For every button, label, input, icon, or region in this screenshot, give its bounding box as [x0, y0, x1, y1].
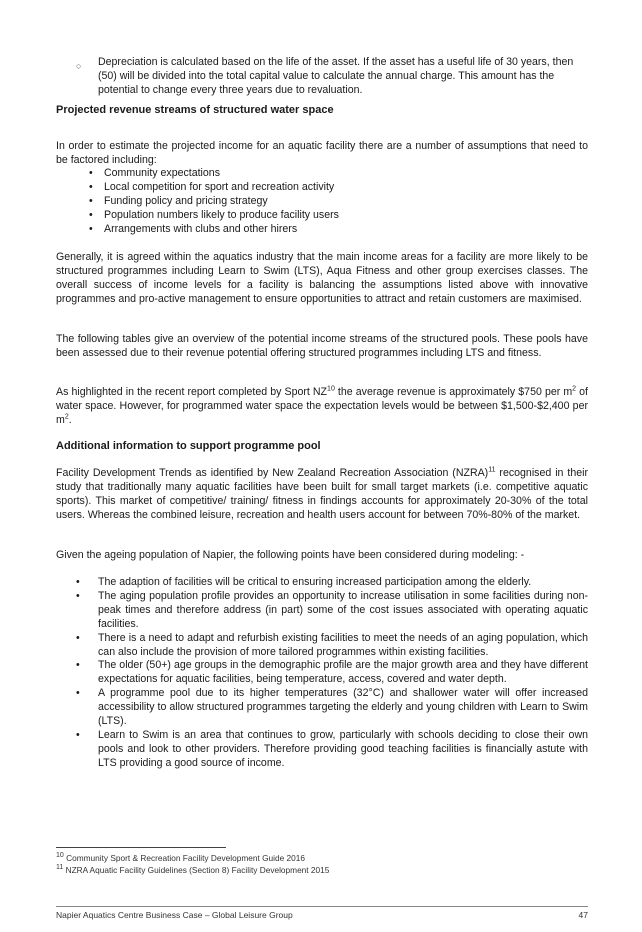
list-item: • Learn to Swim is an area that continues to grow, particularly with schools deciding to close their own pools and look to other providers. Therefore providing good teaching facilities is financially astute with LTS providing a good source of income. — [56, 729, 588, 771]
section-heading-programme-pool: Additional information to support programme pool — [56, 440, 321, 452]
considerations-list — [56, 576, 588, 771]
list-item: • Community expectations — [56, 167, 588, 181]
footer-title: Napier Aquatics Centre Business Case – Global Leisure Group — [56, 910, 293, 920]
paragraph: Given the ageing population of Napier, the following points have been considered during modeling: - — [56, 549, 525, 561]
list-item: • Funding policy and pricing strategy — [56, 195, 588, 209]
paragraph: The following tables give an overview of the potential income streams of the structured pools. These pools have been assessed due to their revenue potential offering structured programmes including LTS and fitness. — [56, 333, 588, 359]
list-item: • Arrangements with clubs and other hirers — [56, 223, 588, 237]
assumptions-list — [56, 167, 588, 237]
paragraph-sport-nz: As highlighted in the recent report completed by Sport NZ$^{10}$ the average revenue is approximately $750 per $m^2$ of water space. However, for programmed water space the expectation levels would be between $1,500-$2,400 per $m^2$. — [56, 385, 589, 426]
footnote-ref: 11 — [488, 466, 496, 474]
paragraph: Generally, it is agreed within the aquatics industry that the main income areas for a facility are more likely to be structured programmes including Learn to Swim (LTS), Aqua Fitness and other group exercises classes. The overall success of income levels for a facility is balancing the assumptions listed above with innovative programmes and pro-active management to ensure opportunities to attract and retain customers are maximised. — [56, 251, 588, 305]
list-item: • The adaption of facilities will be critical to ensuring increased participation among the elderly. — [56, 576, 588, 590]
footnote: $^{10}$ Community Sport & Recreation Facility Development Guide 2016 — [56, 852, 305, 863]
footnote-divider — [56, 847, 226, 848]
footnote-ref: 10 — [327, 385, 335, 393]
paragraph-nzra: Facility Development Trends as identified by New Zealand Recreation Association (NZRA)$^{11}$ recognised in their study that traditionally many aquatic facilities have been built for small target markets (i.e. competitive aquatic sports). This market of competitive/ training/ fitness in findings accounts for approximately 20-30% of the total users. Whereas the combined leisure, recreation and health users account for between 70%-80% of the market. — [56, 466, 589, 521]
footer-divider — [56, 906, 588, 907]
footnote: $^{11}$ NZRA Aquatic Facility Guidelines (Section 8) Facility Development 2015 — [56, 864, 330, 875]
paragraph: In order to estimate the projected income for an aquatic facility there are a number of assumptions that need to be factored including: — [56, 140, 588, 166]
list-item: • Local competition for sport and recreation activity — [56, 181, 588, 195]
circle-bullet-icon: ○ — [76, 61, 82, 71]
page-number: 47 — [578, 910, 588, 920]
list-item: • Population numbers likely to produce facility users — [56, 209, 588, 223]
list-item: • There is a need to adapt and refurbish existing facilities to meet the needs of an aging population, which can also include the provision of more tailored programmes within existing facilities. — [56, 632, 588, 660]
intro-item: Depreciation is calculated based on the life of the asset. If the asset has a useful life of 30 years, then (50) will be divided into the total capital value to calculate the annual charge. This amount has the potential to change every three years due to revaluation. — [98, 56, 574, 96]
list-item: • A programme pool due to its higher temperatures (32°C) and shallower water will offer increased accessibility to allow structured programmes targeting the elderly and young children with Learn to Swim (LTS). — [56, 687, 588, 729]
list-item: • The older (50+) age groups in the demographic profile are the major growth area and they have different expectations for aquatic facilities, being temperature, access, covered and water depth. — [56, 659, 588, 687]
list-item: • The aging population profile provides an opportunity to increase utilisation in some facilities during non-peak times and therefore address (in part) some of the cost issues associated with operating aquatic facilities. — [56, 590, 588, 632]
section-heading-revenue: Projected revenue streams of structured water space — [56, 104, 334, 116]
